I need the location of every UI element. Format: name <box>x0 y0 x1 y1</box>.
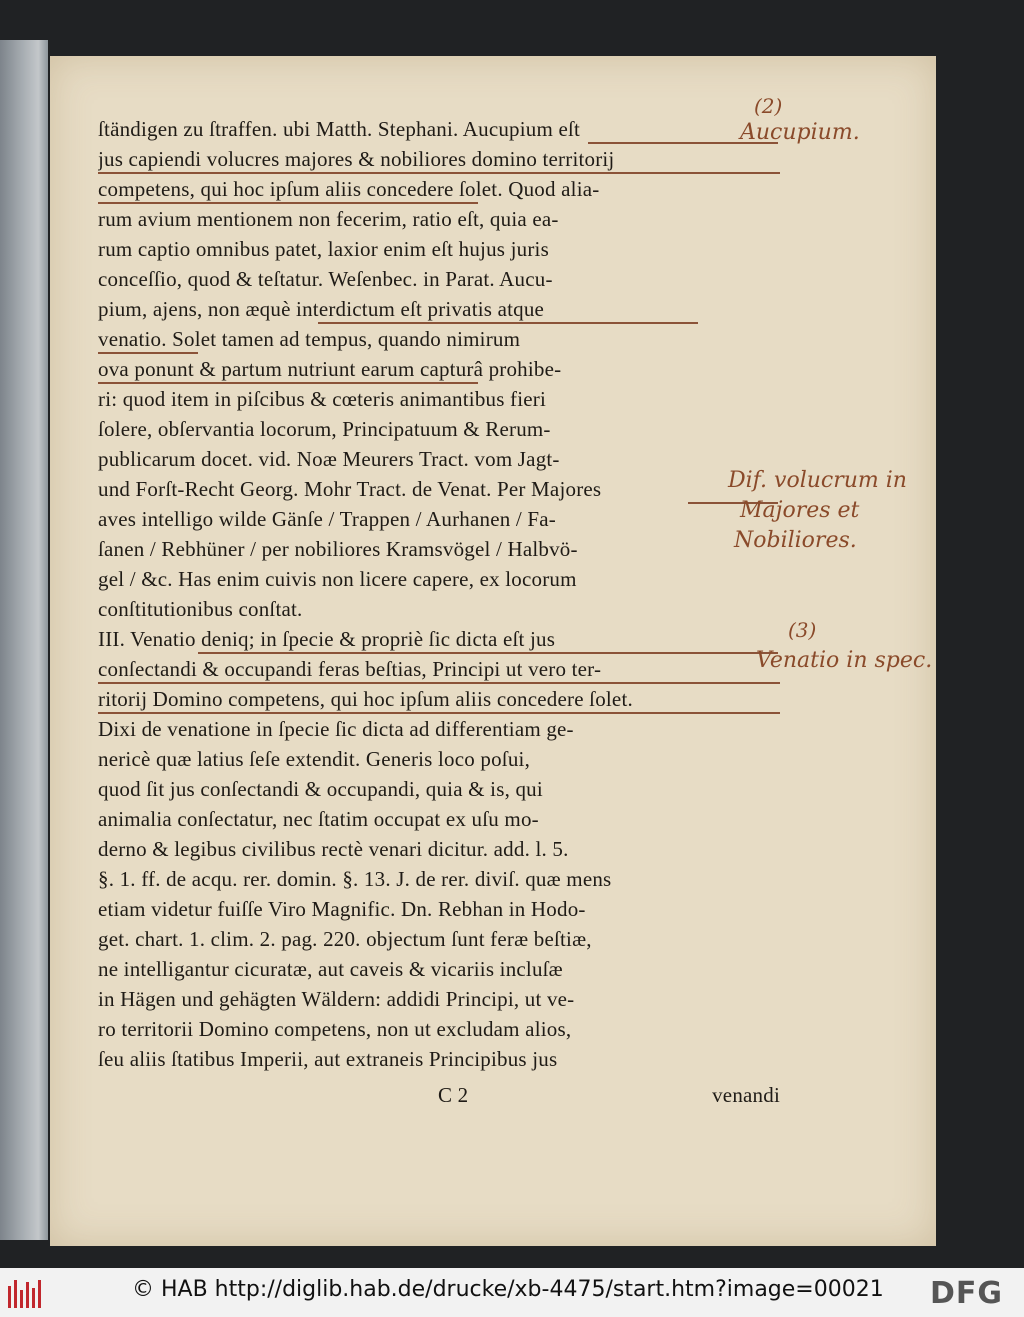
text-line: ri: quod item in piſcibus & cœteris animantibus fieri <box>98 387 547 411</box>
text-line: quod ſit jus conſectandi & occupandi, quia & is, qui <box>98 777 543 801</box>
dfg-logo: DFG <box>930 1276 1004 1311</box>
previous-page-edge <box>0 40 48 1240</box>
text-line: ro territorii Domino competens, non ut excludam alios, <box>98 1017 572 1041</box>
page-signature: C 2 <box>438 1083 469 1107</box>
text-line: §. 1. ff. de acqu. rer. domin. §. 13. J. de rer. diviſ. quæ mens <box>98 867 612 891</box>
credit-link[interactable]: © HAB http://diglib.hab.de/drucke/xb-4475/start.htm?image=00021 <box>132 1277 884 1302</box>
text-line: competens, qui hoc ipſum aliis concedere ſolet. Quod alia- <box>98 177 600 201</box>
text-line: ſeu aliis ſtatibus Imperii, aut extraneis Principibus jus <box>98 1047 558 1071</box>
catchword: venandi <box>712 1083 780 1107</box>
text-line: ſtändigen zu ſtraffen. ubi Matth. Stephani. Aucupium eſt <box>98 117 581 141</box>
margin-note: (2) <box>754 94 783 118</box>
annotation-underline <box>318 322 698 324</box>
margin-note: Venatio in spec. <box>756 648 933 673</box>
annotation-underline <box>98 382 478 384</box>
text-line: derno & legibus civilibus rectè venari dicitur. add. l. 5. <box>98 837 569 861</box>
text-line: conſtitutionibus conſtat. <box>98 597 303 621</box>
text-line: rum avium mentionem non fecerim, ratio eſt, quia ea- <box>98 207 559 231</box>
text-line: etiam videtur fuiſſe Viro Magnific. Dn. Rebhan in Hodo- <box>98 897 586 921</box>
margin-note: Majores et <box>740 498 860 523</box>
margin-note: Aucupium. <box>740 120 860 145</box>
margin-note: Nobiliores. <box>734 528 857 553</box>
text-line: Dixi de venatione in ſpecie ſic dicta ad differentiam ge- <box>98 717 574 741</box>
hab-logo-icon <box>8 1278 44 1308</box>
annotation-underline <box>98 352 198 354</box>
text-line: ſolere, obſervantia locorum, Principatuum & Rerum- <box>98 417 551 441</box>
text-line: III. Venatio deniq; in ſpecie & propriè ſic dicta eſt jus <box>98 627 556 651</box>
text-line: nericè quæ latius ſeſe extendit. Generis loco poſui, <box>98 747 531 771</box>
margin-note: Dif. volucrum in <box>728 468 907 493</box>
text-line: ſanen / Rebhüner / per nobiliores Kramsvögel / Halbvö- <box>98 537 578 561</box>
text-line: rum captio omnibus patet, laxior enim eſt hujus juris <box>98 237 549 261</box>
annotation-underline <box>98 682 780 684</box>
text-line: ritorij Domino competens, qui hoc ipſum aliis concedere ſolet. <box>98 687 633 711</box>
text-line: pium, ajens, non æquè interdictum eſt privatis atque <box>98 297 545 321</box>
text-line: conceſſio, quod & teſtatur. Weſenbec. in Parat. Aucu- <box>98 267 553 291</box>
annotation-underline <box>98 202 478 204</box>
text-line: animalia conſectatur, nec ſtatim occupat ex uſu mo- <box>98 807 539 831</box>
annotation-underline <box>198 652 778 654</box>
text-line: publicarum docet. vid. Noæ Meurers Tract. vom Jagt- <box>98 447 560 471</box>
annotation-underline <box>98 712 780 714</box>
text-line: jus capiendi volucres majores & nobiliores domino territorij <box>98 147 615 171</box>
text-line: gel / &c. Has enim cuivis non licere capere, ex locorum <box>98 567 577 591</box>
annotation-underline <box>98 172 780 174</box>
margin-note: (3) <box>788 618 817 642</box>
book-page <box>50 56 936 1246</box>
text-line: ne intelligantur cicuratæ, aut caveis & vicariis incluſæ <box>98 957 563 981</box>
text-line: venatio. Solet tamen ad tempus, quando nimirum <box>98 327 521 351</box>
text-line: conſectandi & occupandi feras beſtias, Principi ut vero ter- <box>98 657 602 681</box>
text-line: ova ponunt & partum nutriunt earum capturâ prohibe- <box>98 357 562 381</box>
text-line: get. chart. 1. clim. 2. pag. 220. objectum ſunt feræ beſtiæ, <box>98 927 592 951</box>
text-line: und Forſt-Recht Georg. Mohr Tract. de Venat. Per Majores <box>98 477 602 501</box>
footer-bar <box>0 1268 1024 1317</box>
text-line: aves intelligo wilde Gänſe / Trappen / Aurhanen / Fa- <box>98 507 556 531</box>
text-line: in Hägen und gehägten Wäldern: addidi Principi, ut ve- <box>98 987 575 1011</box>
